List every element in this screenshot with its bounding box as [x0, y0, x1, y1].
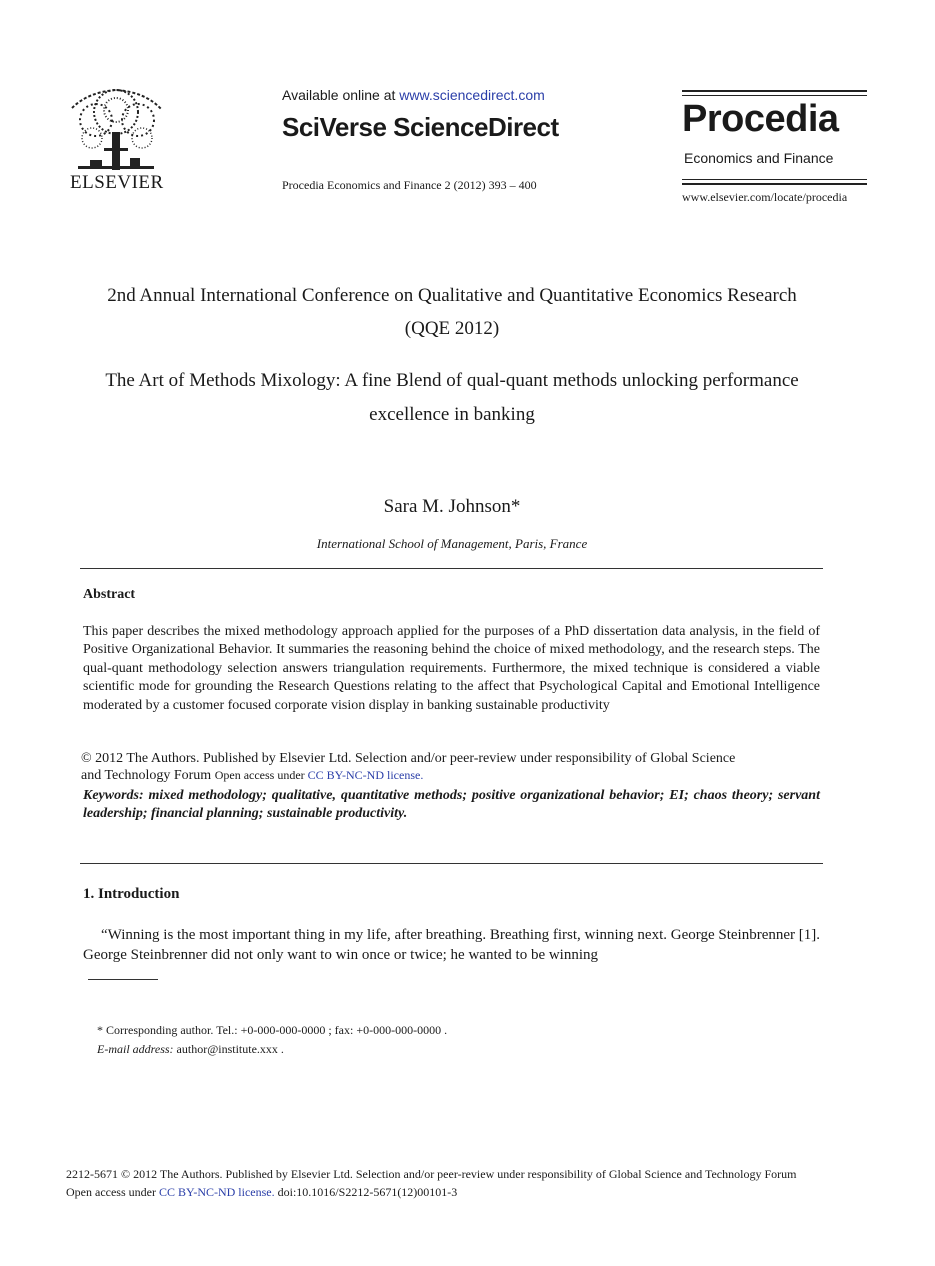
procedia-logo: Procedia — [682, 98, 839, 140]
procedia-subtitle: Economics and Finance — [684, 150, 834, 166]
corresponding-author-footnote: * Corresponding author. Tel.: +0-000-000-0000 ; fax: +0-000-000-0000 . — [97, 1023, 448, 1037]
introduction-heading: 1. Introduction — [83, 886, 180, 902]
available-online-line — [282, 87, 545, 103]
copyright-line-1: © 2012 The Authors. Published by Elsevier Ltd. Selection and/or peer-review under responsibility of Global Science — [81, 751, 736, 766]
email-footnote — [97, 1042, 284, 1057]
abstract-bottom-rule — [80, 863, 823, 864]
open-access-prefix: Open access under — [214, 768, 308, 782]
license-link[interactable]: CC BY-NC-ND license. — [307, 768, 424, 782]
copyright-line-2 — [81, 767, 821, 784]
procedia-url[interactable]: www.elsevier.com/locate/procedia — [682, 190, 848, 204]
journal-citation: Procedia Economics and Finance 2 (2012) 393 – 400 — [282, 178, 537, 192]
footer-doi-line — [66, 1185, 457, 1200]
footer-open-access-prefix: Open access under — [66, 1185, 159, 1199]
copyright-notice — [81, 750, 821, 784]
procedia-rule-top — [682, 90, 867, 92]
available-prefix: Available online at — [282, 87, 400, 103]
email-label: E-mail address: — [97, 1042, 174, 1056]
copyright-line-2-text: and Technology Forum — [81, 768, 215, 783]
footer-license-link[interactable]: CC BY-NC-ND license. — [158, 1185, 275, 1199]
procedia-rule-bottom — [682, 183, 867, 185]
conference-line-1: 2nd Annual International Conference on Qualitative and Quantitative Economics Research — [107, 285, 797, 306]
paper-title — [80, 364, 824, 432]
footnote-rule — [88, 979, 158, 980]
abstract-top-rule — [80, 568, 823, 569]
sciverse-logo: SciVerse ScienceDirect — [282, 112, 559, 142]
procedia-rule-top-thin — [682, 95, 867, 96]
author-affiliation: International School of Management, Paris, France — [316, 536, 588, 551]
abstract-text: This paper describes the mixed methodology approach applied for the purposes of a PhD dissertation data analysis, in the field of Positive Organizational Behavior. It summaries the reasoning behind the choice of mixed methodology, and the research steps. The qual-quant methodology selection answers triangulation requirements. Furthermore, the mixed technique is considered a viable scientific mode for grounding the Research Questions relating to the affect that Psychological Capital and Emotional Intelligence moderated by a customer focused corporate vision display in banking sustainable productivity — [83, 624, 820, 713]
abstract-heading: Abstract — [83, 587, 136, 602]
title-line-2: excellence in banking — [369, 404, 535, 425]
procedia-rule-bottom-thin — [682, 179, 867, 180]
elsevier-wordmark: ELSEVIER — [70, 172, 164, 193]
footer-issn-line: 2212-5671 © 2012 The Authors. Published by Elsevier Ltd. Selection and/or peer-review under responsibility of Global Science and Technology Forum — [66, 1167, 797, 1181]
keywords: Keywords: mixed methodology; qualitative, quantitative methods; positive organizational behavior; EI; chaos theory; servant leadership; financial planning; sustainable productivity. — [83, 788, 820, 822]
title-line-1: The Art of Methods Mixology: A fine Blend of qual-quant methods unlocking performance — [105, 370, 799, 391]
conference-name — [80, 279, 824, 345]
email-value: author@institute.xxx . — [173, 1042, 284, 1056]
introduction-text: “Winning is the most important thing in my life, after breathing. Breathing first, winning next. George Steinbrenner [1]. George Steinbrenner did not only want to win once or twice; he wanted to be winning — [83, 927, 820, 963]
author-name: Sara M. Johnson* — [383, 496, 521, 517]
footer-doi: doi:10.1016/S2212-5671(12)00101-3 — [274, 1185, 458, 1199]
sciencedirect-link[interactable]: www.sciencedirect.com — [399, 87, 545, 103]
conference-line-2: (QQE 2012) — [404, 318, 500, 339]
